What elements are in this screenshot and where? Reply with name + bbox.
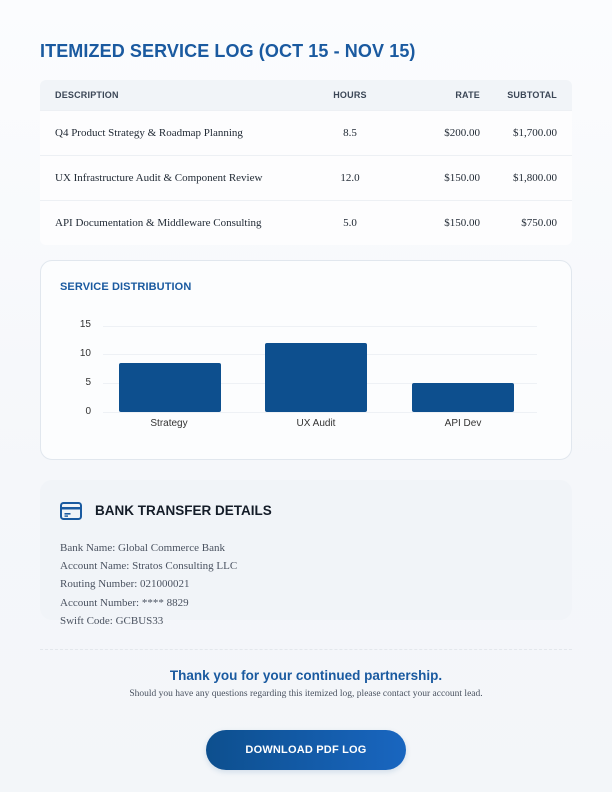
gridline	[103, 412, 537, 413]
service-log-table	[40, 80, 572, 245]
column-header-subtotal: SUBTOTAL	[507, 90, 557, 100]
bank-section-title: BANK TRANSFER DETAILS	[95, 503, 272, 518]
bank-transfer-card	[40, 480, 572, 627]
table-row	[40, 110, 572, 155]
y-tick-label: 15	[79, 319, 91, 330]
thank-you-message: Thank you for your continued partnership.	[169, 668, 443, 683]
column-header-hours: HOURS	[333, 90, 367, 100]
bank-details	[60, 539, 237, 630]
row-hours: 5.0	[343, 217, 357, 229]
row-subtotal: $750.00	[521, 217, 557, 229]
row-subtotal: $1,700.00	[513, 127, 557, 139]
contact-note: Should you have any questions regarding this itemized log, please contact your account lead.	[129, 689, 483, 699]
credit-card-icon	[60, 502, 82, 520]
row-rate: $150.00	[444, 172, 480, 184]
bar-strategy	[119, 363, 221, 412]
row-description: API Documentation & Middleware Consulting	[55, 217, 262, 229]
row-rate: $200.00	[444, 127, 480, 139]
routing-number: Routing Number: 021000021	[60, 578, 190, 591]
y-tick-label: 5	[85, 377, 91, 388]
row-subtotal: $1,800.00	[513, 172, 557, 184]
account-name: Account Name: Stratos Consulting LLC	[60, 560, 238, 573]
service-distribution-card	[40, 260, 572, 460]
divider	[40, 649, 572, 650]
bar-chart	[41, 261, 573, 461]
column-header-description: DESCRIPTION	[55, 90, 119, 100]
row-description: Q4 Product Strategy & Roadmap Planning	[55, 127, 243, 139]
y-tick-label: 10	[79, 348, 91, 359]
download-pdf-button[interactable]: DOWNLOAD PDF LOG	[206, 730, 406, 770]
row-description: UX Infrastructure Audit & Component Review	[55, 172, 263, 184]
table-row	[40, 200, 572, 245]
y-tick-label: 0	[85, 406, 91, 417]
row-rate: $150.00	[444, 217, 480, 229]
row-hours: 8.5	[343, 127, 357, 139]
table-row	[40, 155, 572, 200]
bar-ux-audit	[265, 343, 367, 412]
x-tick-label: API Dev	[444, 418, 482, 429]
account-number: Account Number: **** 8829	[60, 596, 189, 609]
x-tick-label: Strategy	[150, 418, 188, 429]
chart-title: SERVICE DISTRIBUTION	[60, 281, 192, 293]
row-hours: 12.0	[340, 172, 360, 184]
bank-name: Bank Name: Global Commerce Bank	[60, 542, 225, 554]
table-header	[40, 80, 572, 110]
gridline	[103, 326, 537, 327]
swift-code: Swift Code: GCBUS33	[60, 614, 164, 627]
bar-api-dev	[412, 383, 514, 412]
page-title: ITEMIZED SERVICE LOG (OCT 15 - NOV 15)	[40, 41, 416, 61]
column-header-rate: RATE	[455, 90, 480, 100]
x-tick-label: UX Audit	[296, 418, 336, 429]
